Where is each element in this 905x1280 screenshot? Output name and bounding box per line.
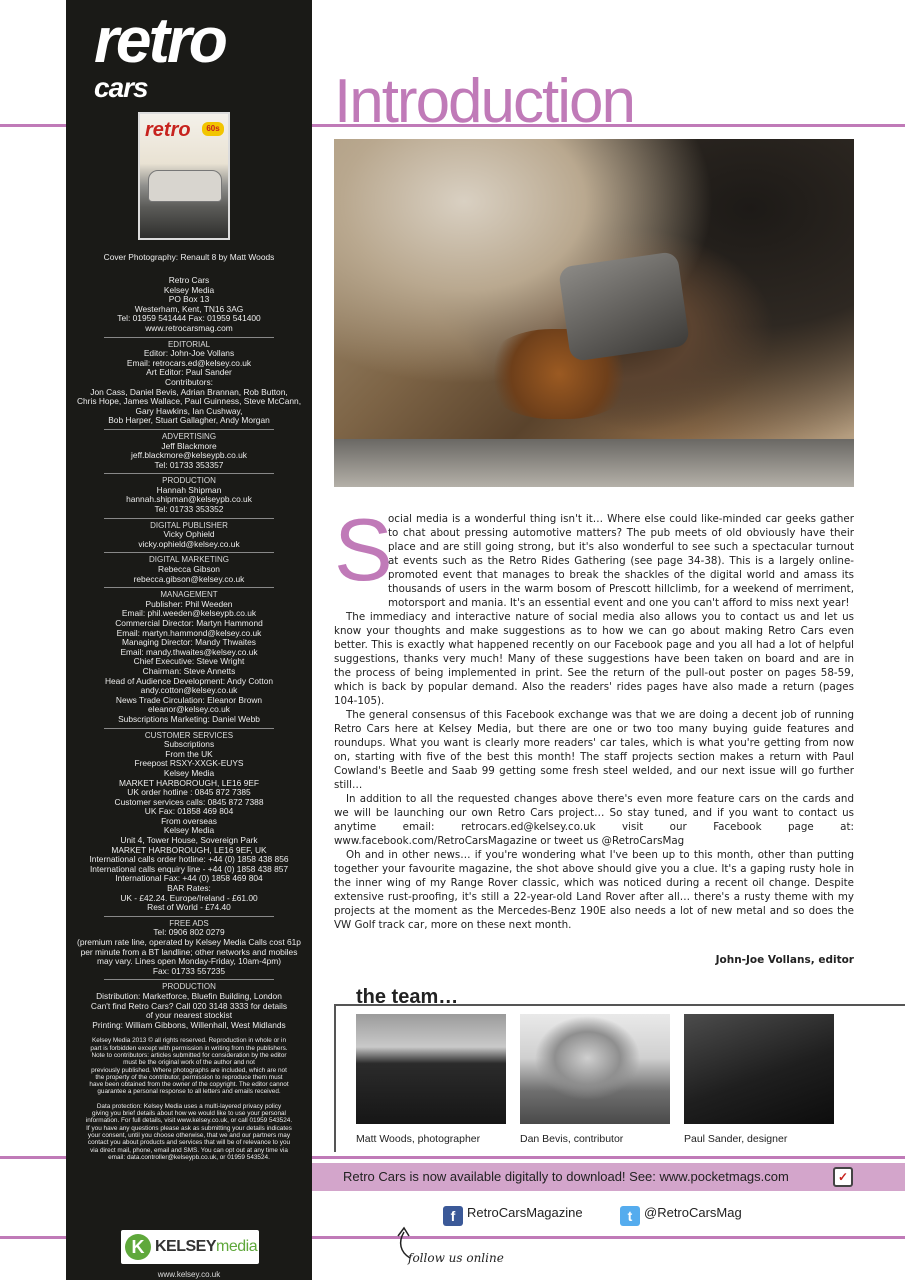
team-border (334, 1006, 336, 1152)
cover-badge: 60s (202, 122, 224, 136)
advertising-block (70, 426, 308, 470)
facebook-icon: f (443, 1206, 463, 1226)
section-heading: DIGITAL MARKETING (104, 552, 274, 565)
credit-line: Chief Executive: Steve Wright (133, 656, 245, 667)
article-paragraph: The immediacy and interactive nature of social media also allows you to contact us and let us know your thoughts and make suggestions as to how we can go about making Retro Cars even better. This is exactly what happened recently on our Facebook page and you all had a lot of helpful suggestions, thanks very much! Many of these suggestions have been taken on board and are in the process of being implemented in print. See the return of the pull-out poster on pages 58-59, which is back by popular demand. Also the readers' rides pages have also made a return (pages 104-105). (334, 611, 854, 707)
sidebar-details (70, 276, 308, 1161)
credit-line: (premium rate line, operated by Kelsey Media Calls cost 61p (77, 937, 301, 947)
logo-retro: retro (94, 4, 225, 76)
follow-us-text: follow us online (408, 1251, 504, 1265)
credit-line: International calls order hotline: +44 (0) 1858 438 856 (89, 854, 289, 865)
pocketmags-icon[interactable]: ✓ (833, 1167, 853, 1187)
privacy-line: email: data.controller@kelseypb.co.uk, or 01959 543524. (108, 1153, 270, 1161)
credit-line: Head of Audience Development: Andy Cotton (104, 675, 274, 686)
management-block (70, 584, 308, 724)
credit-line: Fax: 01733 557235 (152, 965, 226, 976)
article-paragraph: Oh and in other news… if you're wondering what I've been up to this month, other than putting together your favourite magazine, the shot above should give you a clue. It's a gaping rusty hole in the inner wing of my Range Rover classic, which was noticed during a recent oil change. Despite extensive rust-proofing, it's still a 22-year-old Land Rover after all… there's a rusty theme with my projects at the moment as the Mercedes-Benz 190E also needs a lot of new metal and so does the VW Golf track car, more on these next month. (334, 849, 854, 931)
credit-line: MARKET HARBOROUGH, LE16 9EF, UK (111, 844, 267, 855)
masthead-sidebar (66, 0, 312, 1280)
credit-line: Customer services calls: 0845 872 7388 (114, 796, 264, 807)
twitter-link[interactable] (620, 1203, 742, 1226)
legal-block (70, 1037, 308, 1095)
production-distribution-block (70, 976, 308, 1030)
credit-line: Art Editor: Paul Sander (146, 367, 232, 378)
facebook-link[interactable] (443, 1203, 583, 1226)
team-caption: Matt Woods, photographer (356, 1133, 481, 1145)
digital-banner (312, 1163, 905, 1191)
page-title: Introduction (334, 67, 634, 136)
cover-thumbnail (138, 112, 230, 240)
twitter-handle: @RetroCarsMag (644, 1205, 742, 1220)
twitter-icon: t (620, 1206, 640, 1226)
credit-line: International Fax: +44 (0) 1858 469 804 (115, 873, 263, 884)
credit-line: Contributors: (165, 376, 213, 387)
privacy-line: giving you brief details about how we would like to use your personal (92, 1110, 286, 1118)
credit-line: Bob Harper, Stuart Gallagher, Andy Morgan (108, 415, 270, 426)
logo-cars: cars (94, 72, 148, 103)
credit-line: Commercial Director: Martyn Hammond (115, 618, 263, 628)
section-heading: PRODUCTION (104, 979, 274, 992)
credit-line: Tel: 01733 353352 (154, 504, 224, 515)
kelsey-word-bold: KELSEY (155, 1238, 217, 1255)
credit-line: MARKET HARBOROUGH, LE16 9EF (119, 777, 259, 788)
cover-caption-block (70, 253, 308, 263)
credit-line: Editor: John-Joe Vollans (143, 348, 235, 359)
section-heading: CUSTOMER SERVICES (104, 728, 274, 741)
credit-line: jeff.blackmore@kelseypb.co.uk (131, 450, 247, 461)
credit-line: Subscriptions Marketing: Daniel Webb (118, 713, 260, 724)
section-heading: EDITORIAL (104, 337, 274, 350)
credit-line: Freepost RSXY-XXGK-EUYS (134, 758, 244, 769)
credit-line: Subscriptions (163, 739, 215, 750)
address-line: Retro Cars (168, 275, 210, 285)
legal-line: must be the original work of the author and not (123, 1059, 255, 1067)
customer-services-block (70, 725, 308, 913)
credit-line: Email: retrocars.ed@kelsey.co.uk (126, 357, 252, 368)
section-heading: FREE ADS (104, 916, 274, 929)
credit-line: International calls enquiry line - +44 (0) 1858 438 857 (89, 863, 289, 874)
team-photo-dan (520, 1014, 670, 1124)
legal-line: guarantee a personal response to all letters and emails received. (97, 1088, 281, 1096)
hero-photo (334, 139, 854, 487)
credit-line: may vary. Lines open Monday-Friday, 10am-4pm) (96, 956, 281, 967)
credit-line: Rebecca Gibson (158, 564, 220, 575)
section-heading: MANAGEMENT (104, 587, 274, 600)
digital-banner-text[interactable]: Retro Cars is now available digitally to download! See: www.pocketmags.com (343, 1169, 789, 1184)
credit-line: andy.cotton@kelsey.co.uk (140, 685, 238, 696)
production-block (70, 470, 308, 514)
credit-line: Kelsey Media (163, 767, 215, 778)
credit-line: Tel: 01733 353357 (154, 459, 224, 470)
credit-line: eleanor@kelsey.co.uk (148, 704, 230, 715)
privacy-line: If you have any questions please ask as submitting your details indicates (86, 1124, 292, 1132)
cover-title: retro (145, 119, 191, 141)
credit-line: Unit 4, Tower House, Sovereign Park (120, 835, 258, 846)
credit-line: rebecca.gibson@kelsey.co.uk (133, 573, 245, 584)
section-heading: DIGITAL PUBLISHER (104, 518, 274, 531)
address-line: Westerham, Kent, TN16 3AG (134, 303, 244, 314)
kelsey-k-icon: K (125, 1234, 151, 1260)
legal-line: Kelsey Media 2013 © all rights reserved. Reproduction in whole or in (91, 1037, 287, 1045)
credit-line: vicky.ophield@kelsey.co.uk (138, 538, 240, 549)
privacy-line: Data protection: Kelsey Media uses a multi-layered privacy policy (96, 1102, 282, 1110)
cover-caption: Cover Photography: Renault 8 by Matt Woods (103, 252, 275, 262)
address-line: Kelsey Media (163, 284, 215, 295)
facebook-handle: RetroCarsMagazine (467, 1205, 583, 1220)
article-paragraph: ocial media is a wonderful thing isn't it… Where else could like-minded car geeks gather to chat about pressing automotive matters? The pub meets of old obviously have their place and are still going strong, but it's also wonderful to see such a spectacular turnout at events such as the Retro Rides Gathering (see page 34-38). This is a largely online-promoted event that manages to break the shackles of the digital world and amass its thousands of users in the warm bosom of Prescott hillclimb, for a weekend of merriment, motorsport and mania. It's an essential event and one you can't afford to miss next year! (388, 513, 854, 609)
article-paragraph: In addition to all the requested changes above there's even more feature cars on the cards and we will be launching our own Retro Cars project… So stay tuned, and if you want to contact us anytime email: retrocars.ed@kelsey.co.uk visit our Facebook page at: www.facebook.com/RetroCarsMagazine or tweet us @RetroCarsMag (334, 793, 854, 847)
legal-line: have been obtained from the owner of the copyright. The editor cannot (89, 1081, 289, 1089)
credit-line: Publisher: Phil Weeden (145, 598, 233, 609)
credit-line: Chris Hope, James Wallace, Paul Guinness, Steve McCann, (76, 396, 302, 407)
section-heading: ADVERTISING (104, 429, 274, 442)
legal-line: Note to contributors: articles submitted for consideration by the editor (91, 1051, 287, 1059)
retro-cars-logo (94, 4, 294, 103)
team-heading: the team… (356, 986, 459, 1008)
credit-line: Kelsey Media (163, 825, 215, 836)
credit-line: Can't find Retro Cars? Call 020 3148 3333 for details (90, 1000, 288, 1011)
credit-line: hannah.shipman@kelseypb.co.uk (126, 494, 252, 505)
team-caption: Dan Bevis, contributor (520, 1133, 624, 1145)
credit-line: of your nearest stockist (145, 1010, 233, 1021)
address-line: www.retrocarsmag.com (145, 322, 233, 333)
address-block (70, 276, 308, 334)
kelsey-word-light: media (216, 1238, 258, 1255)
drop-cap: S (334, 500, 393, 599)
credit-line: From the UK (165, 748, 213, 759)
team-photo-matt (356, 1014, 506, 1124)
team-section (334, 1004, 905, 1154)
article-body (334, 512, 854, 932)
editorial-block (70, 334, 308, 426)
free-ads-block (70, 913, 308, 977)
credit-line: Email: phil.weeden@kelseypb.co.uk (121, 608, 257, 619)
digital-marketing-block (70, 549, 308, 584)
credit-line: Jeff Blackmore (161, 440, 217, 451)
credit-line: per minute from a BT landline; other networks and mobiles (80, 946, 298, 957)
team-caption: Paul Sander, designer (684, 1133, 788, 1145)
credit-line: Chairman: Steve Annetts (142, 665, 236, 676)
editor-signature: John-Joe Vollans, editor (715, 954, 854, 966)
credit-line: UK - £42.24. Europe/Ireland - £61.00 (120, 892, 258, 903)
credit-line: Email: mandy.thwaites@kelsey.co.uk (120, 646, 258, 657)
credit-line: Rest of World - £74.40 (147, 902, 231, 913)
credit-line: Distribution: Marketforce, Bluefin Building, London (96, 990, 282, 1001)
privacy-block (70, 1103, 308, 1161)
kelsey-wordmark (155, 1238, 257, 1256)
section-heading: PRODUCTION (104, 473, 274, 486)
address-line: Tel: 01959 541444 Fax: 01959 541400 (117, 313, 261, 324)
legal-line: previously published. Where photographs are included, which are not (91, 1066, 287, 1074)
credit-line: UK Fax: 01858 469 804 (144, 806, 234, 817)
digital-publisher-block (70, 515, 308, 550)
credit-line: Email: martyn.hammond@kelsey.co.uk (116, 627, 262, 638)
privacy-line: contact you about products and services that will be of relevance to you (87, 1139, 291, 1147)
privacy-line: information. For full details, visit www.kelsey.co.uk, or call 01959 543524. (85, 1117, 293, 1125)
credit-line: Jon Cass, Daniel Bevis, Adrian Brannan, Rob Button, (90, 386, 288, 397)
privacy-line: your consent, until you choose otherwise, that we and our partners may (87, 1131, 291, 1139)
team-photo-paul (684, 1014, 834, 1124)
address-line: PO Box 13 (168, 294, 210, 305)
credit-line: BAR Rates: (167, 883, 211, 894)
credit-line: News Trade Circulation: Eleanor Brown (115, 694, 263, 705)
article-paragraph: The general consensus of this Facebook exchange was that we are doing a decent job of running Retro Cars here at Kelsey Media, but there are one or two too many buying guide features and roundups. What you want is clearly more readers' car tales, which is what you're getting from now on, starting with five of the best this month! The staff projects section makes a return with Paul Cowland's Beetle and Saab 99 getting some fresh steel welded, and our next issue will go further still… (334, 709, 854, 791)
credit-line: Printing: William Gibbons, Willenhall, West Midlands (92, 1019, 286, 1030)
credit-line: Managing Director: Mandy Thwaites (122, 637, 256, 648)
cover-car (148, 170, 222, 202)
credit-line: Vicky Ophield (163, 529, 215, 540)
credit-line: From overseas (161, 815, 217, 826)
panel-edge (334, 439, 854, 487)
kelsey-url[interactable]: www.kelsey.co.uk (157, 1270, 221, 1279)
metal-bracket (558, 251, 690, 362)
credit-line: Hannah Shipman (156, 484, 222, 495)
credit-line: Tel: 0906 802 0279 (153, 927, 225, 938)
credit-line: UK order hotline : 0845 872 7385 (127, 787, 251, 798)
credit-line: Gary Hawkins, Ian Cushway, (135, 405, 243, 416)
legal-line: part is forbidden except with permission in writing from the publishers. (90, 1044, 288, 1052)
privacy-line: via direct mail, phone, email and SMS. You can opt out at any time via (90, 1146, 288, 1154)
legal-line: the property of the contributor, permission to reproduce them must (95, 1073, 283, 1081)
kelsey-media-logo (121, 1230, 259, 1264)
